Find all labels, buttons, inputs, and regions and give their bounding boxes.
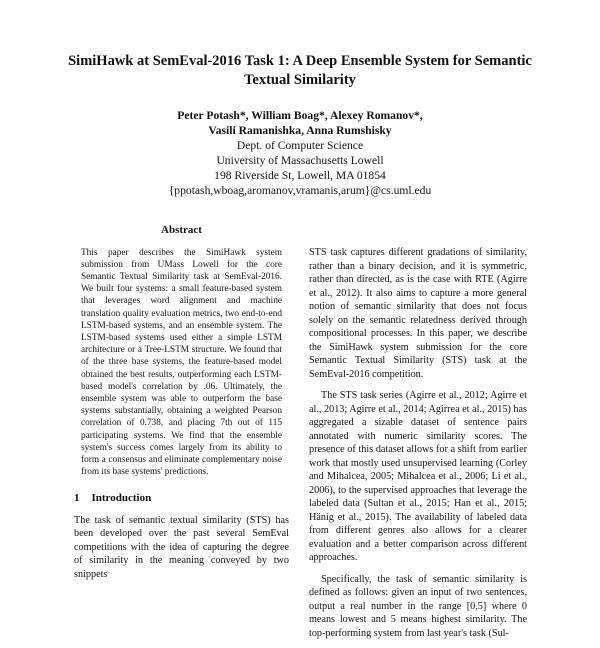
introduction-paragraph: The task of semantic textual similarity (STS) has been developed over the past several SemEval competitions with the idea of capturing the degree of similarity in the meaning conveyed by two snippets <box>74 514 289 580</box>
paper-title <box>30 52 570 90</box>
affiliation-dept: Dept. of Computer Science <box>236 139 364 152</box>
title-line-1: SimiHawk at SemEval-2016 Task 1: A Deep Ensemble System for Semantic <box>68 53 532 69</box>
author-emails: {ppotash,wboag,aromanov,vramanis,arum}@cs.uml.edu <box>168 184 432 197</box>
authors-line-2: Vasili Ramanishka, Anna Rumshisky <box>208 124 392 137</box>
left-column <box>74 224 289 589</box>
right-paragraph-3: Specifically, the task of semantic similarity is defined as follows: given an input of two sentences, output a real number in the range [0,5] where 0 means lowest and 5 means highest similarity. The top-performing system from last year's task (Sul- <box>309 573 527 639</box>
author-block <box>30 108 570 198</box>
abstract-heading: Abstract <box>161 224 202 236</box>
right-paragraph-1: STS task captures different gradations of similarity, rather than a binary decision, and it is symmetric, rather than directed, as is the case with RTE (Agirre et al., 2012). It also aims to capture a more general notion of semantic similarity that does not focus solely on the semantic relatedness derived through compositional processes. In this paper, we describe the SimiHawk system submission for the core Semantic Textual Similarity (STS) task at the SemEval-2016 competition. <box>309 247 527 380</box>
abstract-text: This paper describes the SimiHawk system submission from UMass Lowell for the core Semantic Textual Similarity task at SemEval-2016. We built four systems: a small feature-based system that leverages word alignment and machine translation quality evaluation metrics, two end-to-end LSTM-based systems, and an ensemble system. The LSTM-based systems used either a simple LSTM architecture or a Tree-LSTM structure. We found that of the three base systems, the feature-based model obtained the best results, outperforming each LSTM-based model's correlation by .06. Ultimately, the ensemble system was able to outperform the base systems substantially, obtaining a weighted Pearson correlation of 0.738, and placing 7th out of 115 participating systems. We find that the ensemble system's success comes largely from its ability to form a consensus and eliminate complementary noise from its base systems' predictions. <box>81 247 282 478</box>
section-number: 1 <box>74 492 80 505</box>
right-paragraph-2: The STS task series (Agirre et al., 2012; Agirre et al., 2013; Agirre et al., 2014; Agirrea et al., 2015) has aggregated a sizable dataset of sentence pairs annotated with numeric similarity scores. The presence of this dataset allows for a shift from earlier work that mostly used unsupervised learning (Corley and Mihalcea, 2005; Mihalcea et al., 2006; Li et al., 2006), to the supervised approaches that leverage the labeled data (Sultan et al., 2015; Han et al., 2015; Hänig et al., 2015). The availability of labeled data from different genres also allows for a clearer evaluation and a better comparison across different approaches. <box>309 390 527 563</box>
affiliation-university: University of Massachusetts Lowell <box>216 154 384 167</box>
authors-line-1: Peter Potash*, William Boag*, Alexey Romanov*, <box>177 109 423 122</box>
title-line-2: Textual Similarity <box>244 72 356 88</box>
right-column <box>309 246 527 648</box>
section-title: Introduction <box>91 492 152 505</box>
introduction-heading <box>74 492 289 506</box>
affiliation-address: 198 Riverside St, Lowell, MA 01854 <box>214 169 386 182</box>
